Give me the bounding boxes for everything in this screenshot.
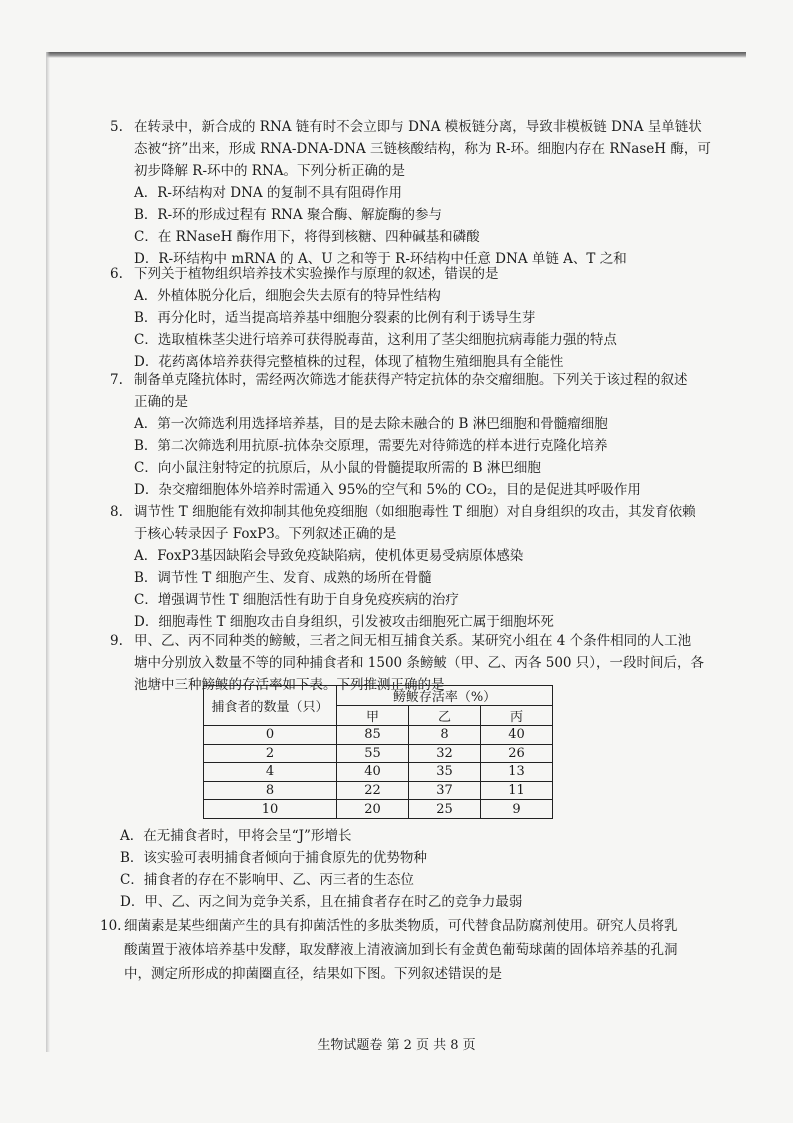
q5-option-b: B．R-环的形成过程有 RNA 聚合酶、解旋酶的参与: [134, 207, 442, 223]
table-cell: 0: [204, 726, 337, 745]
q8-number: 8.: [110, 504, 123, 520]
table-cell: 37: [408, 781, 480, 800]
predator-count-header: 捕食者的数量（只）: [204, 686, 337, 726]
page-footer: 生物试题卷 第 2 页 共 8 页: [317, 1038, 476, 1053]
q8-option-c: C．增强调节性 T 细胞活性有助于自身免疫疾病的治疗: [134, 592, 459, 608]
survival-rate-table: [203, 685, 553, 819]
q8-option-b: B．调节性 T 细胞产生、发育、成熟的场所在骨髓: [134, 570, 432, 586]
table-row: [204, 744, 553, 763]
table-cell: 10: [204, 800, 337, 819]
table-row: [204, 763, 553, 782]
q9-option-b: B．该实验可表明捕食者倾向于捕食原先的优势物种: [120, 850, 427, 866]
q10-stem-line-2: 酸菌置于液体培养基中发酵，取发酵液上清液滴加到长有金黄色葡萄球菌的固体培养基的孔洞: [124, 942, 678, 958]
q5-number: 5.: [110, 119, 123, 135]
table-cell: 25: [408, 800, 480, 819]
q6-stem-line-1: 下列关于植物组织培养技术实验操作与原理的叙述，错误的是: [134, 266, 499, 282]
q8-stem-line-2: 于核心转录因子 FoxP3。下列叙述正确的是: [134, 526, 397, 542]
q9-number: 9.: [110, 633, 123, 649]
table-row: [204, 726, 553, 745]
q10-stem-line-1: 细菌素是某些细菌产生的具有抑菌活性的多肽类物质，可代替食品防腐剂使用。研究人员将乳: [124, 918, 678, 934]
table-cell: 13: [480, 763, 552, 782]
q8-option-d: D．细胞毒性 T 细胞攻击自身组织，引发被攻击细胞死亡属于细胞坏死: [134, 614, 554, 630]
q9-option-a: A．在无捕食者时，甲将会呈“J”形增长: [120, 828, 352, 844]
q9-option-c: C．捕食者的存在不影响甲、乙、丙三者的生态位: [120, 872, 414, 888]
q7-option-c: C．向小鼠注射特定的抗原后，从小鼠的骨髓提取所需的 B 淋巴细胞: [134, 460, 541, 476]
q6-option-d: D．花药离体培养获得完整植株的过程，体现了植物生殖细胞具有全能性: [134, 354, 564, 370]
q6-option-c: C．选取植株茎尖进行培养可获得脱毒苗，这利用了茎尖细胞抗病毒能力强的特点: [134, 332, 617, 348]
q9-stem-line-1: 甲、乙、丙不同种类的鳑鲏，三者之间无相互捕食关系。某研究小组在 4 个条件相同的人工池: [134, 633, 692, 649]
q5-option-d: D．R-环结构中 mRNA 的 A、U 之和等于 R-环结构中任意 DNA 单链 A、T 之和: [134, 251, 627, 267]
table-cell: 4: [204, 763, 337, 782]
q9-stem-line-2: 塘中分别放入数量不等的同种捕食者和 1500 条鳑鲏（甲、乙、丙各 500 只），一段时间后，各: [134, 655, 705, 671]
column-header: 丙: [480, 706, 552, 726]
table-header-row: [204, 686, 553, 706]
q8-stem-line-1: 调节性 T 细胞能有效抑制其他免疫细胞（如细胞毒性 T 细胞）对自身组织的攻击，其发育依赖: [134, 504, 696, 520]
q9-option-d: D．甲、乙、丙之间为竞争关系，且在捕食者存在时乙的竞争力最弱: [120, 894, 523, 910]
q7-stem-line-1: 制备单克隆抗体时，需经两次筛选才能获得产特定抗体的杂交瘤细胞。下列关于该过程的叙述: [134, 372, 688, 388]
q7-option-b: B．第二次筛选利用抗原-抗体杂交原理，需要先对待筛选的样本进行克隆化培养: [134, 438, 608, 454]
table-cell: 85: [337, 726, 409, 745]
q10-stem-line-3: 中，测定所形成的抑菌圈直径，结果如下图。下列叙述错误的是: [124, 966, 502, 982]
q8-option-a: A．FoxP3基因缺陷会导致免疫缺陷病，使机体更易受病原体感染: [134, 548, 524, 564]
q7-stem-line-2: 正确的是: [134, 394, 188, 410]
table-cell: 20: [337, 800, 409, 819]
q9-stem-line-3: 池塘中三种鳑鲏的存活率如下表。下列推测正确的是: [134, 677, 445, 693]
q6-option-a: A．外植体脱分化后，细胞会失去原有的特异性结构: [134, 288, 441, 304]
q5-option-c: C．在 RNaseH 酶作用下，将得到核糖、四种碱基和磷酸: [134, 229, 480, 245]
table-row: [204, 781, 553, 800]
column-header: 乙: [408, 706, 480, 726]
table-cell: 40: [480, 726, 552, 745]
q7-option-a: A．第一次筛选利用选择培养基，目的是去除未融合的 B 淋巴细胞和骨髓瘤细胞: [134, 416, 608, 432]
table-cell: 11: [480, 781, 552, 800]
q5-stem-line-1: 在转录中，新合成的 RNA 链有时不会立即与 DNA 模板链分离，导致非模板链 DNA 呈单链状: [134, 119, 702, 135]
table-cell: 26: [480, 744, 552, 763]
table-cell: 40: [337, 763, 409, 782]
q6-number: 6.: [110, 266, 123, 282]
q5-option-a: A．R-环结构对 DNA 的复制不具有阻碍作用: [134, 185, 402, 201]
table-cell: 32: [408, 744, 480, 763]
table-cell: 35: [408, 763, 480, 782]
table-cell: 2: [204, 744, 337, 763]
table-cell: 8: [408, 726, 480, 745]
table-cell: 22: [337, 781, 409, 800]
q7-number: 7.: [110, 372, 123, 388]
table-cell: 9: [480, 800, 552, 819]
q7-option-d: D．杂交瘤细胞体外培养时需通入 95%的空气和 5%的 CO₂，目的是促进其呼吸作用: [134, 482, 641, 498]
q5-stem-line-2: 态被“挤”出来，形成 RNA-DNA-DNA 三链核酸结构，称为 R-环。细胞内存在 RNaseH 酶，可: [134, 141, 711, 157]
table-row: [204, 800, 553, 819]
q5-stem-line-3: 初步降解 R-环中的 RNA。下列分析正确的是: [134, 163, 406, 179]
table-cell: 55: [337, 744, 409, 763]
survival-rate-header: 鳑鲏存活率（%）: [337, 686, 553, 706]
column-header: 甲: [337, 706, 409, 726]
q10-number: 10.: [100, 918, 122, 934]
q6-option-b: B．再分化时，适当提高培养基中细胞分裂素的比例有利于诱导生芽: [134, 310, 536, 326]
table-cell: 8: [204, 781, 337, 800]
